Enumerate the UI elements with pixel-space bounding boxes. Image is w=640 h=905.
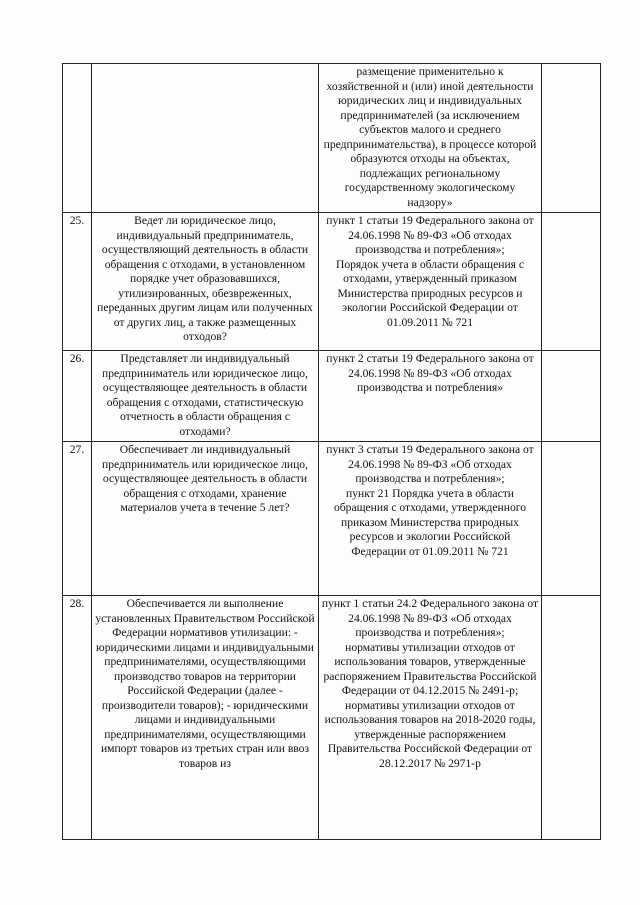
legal-basis <box>319 64 542 213</box>
row-number: 26. <box>63 351 92 442</box>
answer-cell <box>542 351 601 442</box>
table-row <box>63 442 601 596</box>
legal-basis <box>319 213 542 351</box>
legal-basis-paragraph: пункт 21 Порядка учета в области обращения с отходами, утвержденного приказом Министерства природных ресурсов и экологии Российской Федерации от 01.09.2011 № 721 <box>333 486 527 558</box>
legal-basis-paragraph: Порядок учета в области обращения с отходами, утвержденный приказом Министерства природных ресурсов и экологии Российской Федерации от 01.09.2011 № 721 <box>335 257 525 329</box>
checklist-table <box>62 63 601 840</box>
answer-cell <box>542 213 601 351</box>
table-row <box>63 213 601 351</box>
row-number <box>63 64 92 213</box>
requirement-question: Обеспечивает ли индивидуальный предприниматель или юридическое лицо, осуществляющее деятельность в области обращения с отходами, хранение материалов учета в течение 5 лет? <box>92 442 319 596</box>
row-number: 25. <box>63 213 92 351</box>
answer-cell <box>542 596 601 840</box>
table-row <box>63 64 601 213</box>
legal-basis-paragraph: нормативы утилизации отходов от использования товаров, утвержденные распоряжением Правительства Российской Федерации от 04.12.2015 № 2491-р; <box>323 640 537 697</box>
requirement-question: Представляет ли индивидуальный предприниматель или юридическое лицо, осуществляющее деятельность в области обращения с отходами, статистическую отчетность в области обращения с отходами? <box>92 351 319 442</box>
table-row <box>63 596 601 840</box>
legal-basis <box>319 351 542 442</box>
legal-basis-paragraph: пункт 3 статьи 19 Федерального закона от 24.06.1998 № 89-ФЗ «Об отходах производства и потребления»; <box>326 443 534 485</box>
answer-cell <box>542 442 601 596</box>
row-number: 28. <box>63 596 92 840</box>
legal-basis <box>319 596 542 840</box>
requirement-question <box>92 64 319 213</box>
legal-basis-paragraph: пункт 2 статьи 19 Федерального закона от 24.06.1998 № 89-ФЗ «Об отходах производства и потребления» <box>326 352 534 394</box>
legal-basis-paragraph: нормативы утилизации отходов от использования товаров на 2018-2020 годы, утвержденные распоряжением Правительства Российской Федерации от 28.12.2017 № 2971-р <box>324 698 536 770</box>
table-row <box>63 351 601 442</box>
legal-basis <box>319 442 542 596</box>
requirement-question: Ведет ли юридическое лицо, индивидуальный предприниматель, осуществляющий деятельность в области обращения с отходами, в установленном порядке учет образовавшихся, утилизированных, обезвреженных, переданных другим лицам или полученных от других лиц, а также размещенных отходов? <box>92 213 319 351</box>
requirement-question: Обеспечивается ли выполнение установленных Правительством Российской Федерации нормативов утилизации: - юридическими лицами и индивидуальными предпринимателями, осуществляющими производство товаров на территории Российской Федерации (далее - производители товаров); - юридическими лицами и индивидуальными предпринимателями, осуществляющими импорт товаров из третьих стран или ввоз товаров из <box>92 596 319 840</box>
answer-cell <box>542 64 601 213</box>
row-number: 27. <box>63 442 92 596</box>
legal-basis-paragraph: пункт 1 статьи 24.2 Федерального закона от 24.06.1998 № 89-ФЗ «Об отходах производства и потребления»; <box>321 597 539 639</box>
legal-basis-paragraph: размещение применительно к хозяйственной и (или) иной деятельности юридических лиц и индивидуальных предпринимателей (за исключением субъектов малого и среднего предпринимательства), в процессе которой образуются отходы на объектах, подлежащих региональному государственному экологическому надзору» <box>323 65 537 209</box>
legal-basis-paragraph: пункт 1 статьи 19 Федерального закона от 24.06.1998 № 89-ФЗ «Об отходах производства и потребления»; <box>326 214 534 256</box>
